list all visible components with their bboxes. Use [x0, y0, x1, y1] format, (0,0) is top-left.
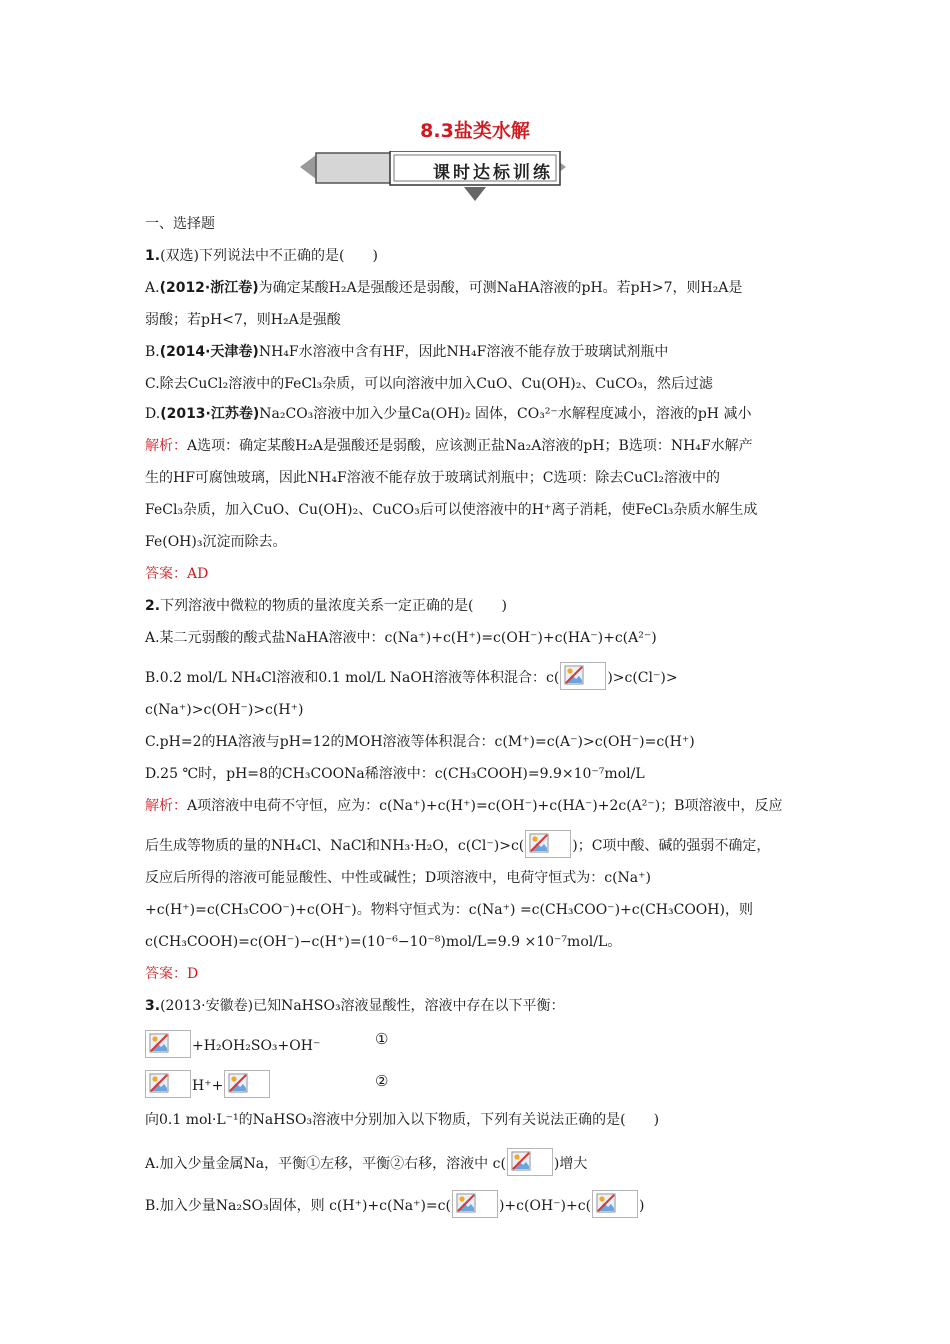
analysis-label: 解析： [145, 798, 187, 814]
option-2c: C.pH=2的HA溶液与pH=12的MOH溶液等体积混合：c(M⁺)=c(A⁻)>c(OH⁻)=c(H⁺) [145, 734, 695, 750]
analysis-1-line3: FeCl₃杂质，加入CuO、Cu(OH)₂、CuCO₃后可以使溶液中的H⁺离子消耗，使FeCl₃杂质水解生成 [145, 502, 758, 518]
analysis-2-line2: 后生成等物质的量的NH₄Cl、NaCl和NH₃·H₂O，c(Cl⁻)>c( )；C项中酸、碱的强弱不确定， [145, 830, 815, 858]
equilibrium-2: H⁺+ [145, 1070, 815, 1098]
question-number: 1. [145, 248, 161, 264]
analysis-2-line5: c(CH₃COOH)=c(OH⁻)−c(H⁺)=(10⁻⁶−10⁻⁸)mol/L=9.9 ×10⁻⁷mol/L。 [145, 934, 622, 950]
option-2a: A.某二元弱酸的酸式盐NaHA溶液中：c(Na⁺)+c(H⁺)=c(OH⁻)+c(HA⁻)+c(A²⁻) [145, 630, 657, 646]
equilibrium-1-mark: ① [375, 1030, 389, 1048]
option-1a: A.(2012·浙江卷)为确定某酸H₂A是强酸还是弱酸，可测NaHA溶液的pH。若pH>7，则H₂A是 [145, 280, 743, 296]
analysis-text: A项溶液中电荷不守恒，应为：c(Na⁺)+c(H⁺)=c(OH⁻)+c(HA⁻)+2c(A²⁻)；B项溶液中，反应 [187, 798, 783, 814]
broken-image-icon [525, 830, 571, 858]
option-2b-cont: c(Na⁺)>c(OH⁻)>c(H⁺) [145, 702, 304, 718]
equilibrium-2-mark: ② [375, 1072, 389, 1090]
analysis-label: 解析： [145, 438, 187, 454]
option-1b: B.(2014·天津卷)NH₄F水溶液中含有HF，因此NH₄F溶液不能存放于玻璃试剂瓶中 [145, 344, 669, 360]
analysis-2-line3: 反应后所得的溶液可能显酸性、中性或碱性；D项溶液中，电荷守恒式为：c(Na⁺) [145, 870, 651, 886]
option-text: 为确定某酸H₂A是强酸还是弱酸，可测NaHA溶液的pH。若pH>7，则H₂A是 [258, 280, 743, 296]
analysis-2-line4: +c(H⁺)=c(CH₃COO⁻)+c(OH⁻)。物料守恒式为：c(Na⁺) =c(CH₃COO⁻)+c(CH₃COOH)，则 [145, 902, 753, 918]
option-1c: C.除去CuCl₂溶液中的FeCl₃杂质，可以向溶液中加入CuO、Cu(OH)₂、CuCO₃，然后过滤 [145, 376, 713, 392]
answer-1: 答案：AD [145, 566, 209, 582]
analysis-1-line2: 生的HF可腐蚀玻璃，因此NH₄F溶液不能存放于玻璃试剂瓶中；C选项：除去CuCl₂溶液中的 [145, 470, 720, 486]
banner-label: 课时达标训练 [433, 163, 553, 183]
broken-image-icon [224, 1070, 270, 1098]
option-text: NH₄F水溶液中含有HF，因此NH₄F溶液不能存放于玻璃试剂瓶中 [258, 344, 669, 360]
question-text: 下列溶液中微粒的物质的量浓度关系一定正确的是( ) [160, 598, 507, 614]
analysis-text: A选项：确定某酸H₂A是强酸还是弱酸，应该测正盐Na₂A溶液的pH；B选项：NH₄F水解产 [187, 438, 753, 454]
broken-image-icon [145, 1030, 191, 1058]
question-number: 3. [145, 998, 161, 1014]
broken-image-icon [507, 1148, 553, 1176]
analysis-2 [145, 796, 815, 816]
question-text: (双选)下列说法中不正确的是( ) [160, 248, 378, 264]
source-tag: (2012·浙江卷) [159, 280, 259, 296]
section-banner [298, 151, 568, 203]
broken-image-icon [145, 1070, 191, 1098]
question-3-intro: 向0.1 mol·L⁻¹的NaHSO₃溶液中分别加入以下物质，下列有关说法正确的是( ) [145, 1112, 660, 1128]
option-1a-cont: 弱酸；若pH<7，则H₂A是强酸 [145, 312, 341, 328]
equilibrium-1: +H₂OH₂SO₃+OH⁻ [145, 1030, 815, 1058]
section-heading: 一、选择题 [145, 216, 215, 232]
option-1d: D.(2013·江苏卷)Na₂CO₃溶液中加入少量Ca(OH)₂ 固体，CO₃²⁻水解程度减小，溶液的pH 减小 [145, 406, 752, 422]
source-tag: (2014·天津卷) [159, 344, 259, 360]
analysis-1-line4: Fe(OH)₃沉淀而除去。 [145, 534, 287, 550]
question-number: 2. [145, 598, 161, 614]
broken-image-icon [452, 1190, 498, 1218]
option-text: Na₂CO₃溶液中加入少量Ca(OH)₂ 固体，CO₃²⁻水解程度减小，溶液的pH 减小 [259, 406, 752, 422]
question-text: (2013·安徽卷)已知NaHSO₃溶液显酸性，溶液中存在以下平衡： [160, 998, 565, 1014]
question-1-stem [145, 246, 815, 266]
option-3b: B.加入少量Na₂SO₃固体，则 c(H⁺)+c(Na⁺)=c( )+c(OH⁻)+c( ) [145, 1190, 815, 1218]
option-3a: A.加入少量金属Na，平衡①左移，平衡②右移，溶液中 c( )增大 [145, 1148, 815, 1176]
broken-image-icon [560, 662, 606, 690]
question-2-stem [145, 596, 815, 616]
question-3-stem [145, 996, 815, 1016]
page-title: 8.3盐类水解 [420, 120, 530, 142]
option-2d: D.25 ℃时，pH=8的CH₃COONa稀溶液中：c(CH₃COOH)=9.9×10⁻⁷mol/L [145, 766, 645, 782]
option-2b: B.0.2 mol/L NH₄Cl溶液和0.1 mol/L NaOH溶液等体积混合：c( )>c(Cl⁻)> [145, 662, 815, 690]
answer-2: 答案：D [145, 966, 199, 982]
analysis-1 [145, 436, 815, 456]
source-tag: (2013·江苏卷) [160, 406, 260, 422]
broken-image-icon [592, 1190, 638, 1218]
